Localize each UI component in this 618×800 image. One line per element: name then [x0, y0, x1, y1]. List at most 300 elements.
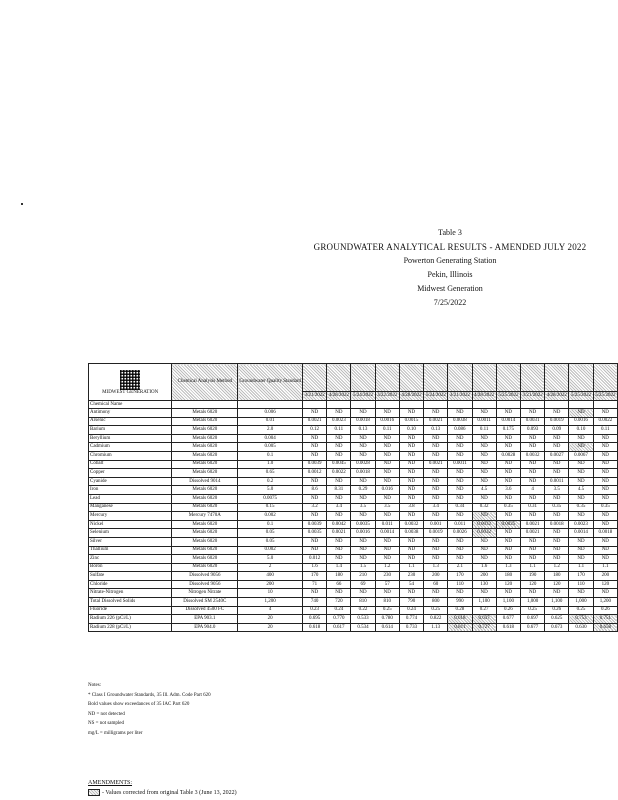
result-value: 0.0067 — [569, 451, 593, 460]
result-value: 0.637 — [472, 615, 496, 624]
result-value: 0.0023 — [569, 520, 593, 529]
blank-header-cell — [375, 401, 399, 409]
result-value: ND — [351, 451, 375, 460]
blank-header-cell — [448, 401, 472, 409]
result-value: ND — [472, 546, 496, 555]
well-group-header — [496, 364, 520, 392]
result-value: ND — [593, 434, 617, 443]
table-row — [89, 555, 618, 564]
result-value: ND — [496, 512, 520, 521]
result-value: 0.35 — [569, 503, 593, 512]
result-value: 0.658 — [593, 623, 617, 632]
result-value: ND — [593, 512, 617, 521]
result-value: 0.0011 — [545, 477, 569, 486]
sample-date: 4/28/2022 — [327, 392, 351, 401]
sample-date: 3/21/2022 — [448, 392, 472, 401]
result-value: ND — [569, 434, 593, 443]
result-value: ND — [545, 589, 569, 598]
standard-value: 2.0 — [238, 426, 303, 435]
analysis-method: Metals 6020 — [172, 434, 238, 443]
analysis-method: Metals 6020 — [172, 469, 238, 478]
result-value: ND — [424, 409, 448, 418]
result-value: 0.618 — [448, 615, 472, 624]
result-value: ND — [375, 555, 399, 564]
result-value: 0.25 — [520, 606, 544, 615]
result-value: 0.11 — [327, 426, 351, 435]
result-value: ND — [351, 443, 375, 452]
analysis-method: Metals 6020 — [172, 451, 238, 460]
sample-date: 5/25/2022 — [593, 392, 617, 401]
result-value: ND — [327, 546, 351, 555]
result-value: ND — [593, 477, 617, 486]
result-value: 0.22 — [351, 606, 375, 615]
analysis-method: Metals 6020 — [172, 443, 238, 452]
standard-value: 20 — [238, 615, 303, 624]
result-value: ND — [351, 434, 375, 443]
page-title: GROUNDWATER ANALYTICAL RESULTS - AMENDED JULY 2022 — [313, 242, 587, 252]
result-value: 0.673 — [545, 623, 569, 632]
result-value: 0.0021 — [424, 460, 448, 469]
result-value: 0.0026 — [448, 529, 472, 538]
result-value: 0.697 — [520, 615, 544, 624]
result-value: 0.677 — [520, 623, 544, 632]
result-value: ND — [303, 512, 327, 521]
result-value: ND — [303, 434, 327, 443]
standard-value: 0.05 — [238, 537, 303, 546]
result-value: 0.0016 — [351, 529, 375, 538]
column-header-chemical: Chemical Name — [89, 401, 172, 409]
result-value: ND — [424, 546, 448, 555]
result-value: 0.001 — [424, 520, 448, 529]
result-value: 0.0022 — [327, 469, 351, 478]
result-value: 0.25 — [424, 606, 448, 615]
result-value: ND — [399, 460, 423, 469]
chemical-name: Cobalt — [89, 460, 172, 469]
well-group-header — [593, 364, 617, 392]
result-value: 0.29 — [351, 486, 375, 495]
result-value: 170 — [303, 572, 327, 581]
result-value: 0.822 — [424, 615, 448, 624]
result-value: ND — [520, 589, 544, 598]
result-value: ND — [569, 589, 593, 598]
result-value: ND — [399, 512, 423, 521]
result-value: ND — [399, 589, 423, 598]
result-value: ND — [448, 589, 472, 598]
result-value: ND — [545, 434, 569, 443]
sample-date: 4/28/2022 — [472, 392, 496, 401]
result-value: ND — [472, 477, 496, 486]
result-value: ND — [545, 537, 569, 546]
standard-value: 400 — [238, 572, 303, 581]
result-value: ND — [424, 486, 448, 495]
chemical-name: Thallium — [89, 546, 172, 555]
result-value: 3.2 — [303, 503, 327, 512]
result-value: ND — [303, 589, 327, 598]
analysis-method: Metals 6020 — [172, 563, 238, 572]
result-value: 180 — [496, 572, 520, 581]
result-value: 0.34 — [448, 503, 472, 512]
result-value: ND — [520, 537, 544, 546]
result-value: 0.0021 — [303, 417, 327, 426]
table-row — [89, 451, 618, 460]
result-value: 0.26 — [545, 606, 569, 615]
result-value: ND — [424, 494, 448, 503]
result-value: 0.0015 — [399, 417, 423, 426]
amendments-section — [88, 778, 237, 798]
standard-value: 4 — [238, 606, 303, 615]
result-value: 0.25 — [375, 606, 399, 615]
result-value: 0.774 — [399, 615, 423, 624]
result-value: 0.12 — [303, 426, 327, 435]
result-value: 3.4 — [327, 503, 351, 512]
chemical-name: Manganese — [89, 503, 172, 512]
result-value: ND — [375, 546, 399, 555]
table-number: Table 3 — [438, 228, 462, 237]
table-row — [89, 409, 618, 418]
result-value: 1.1 — [569, 563, 593, 572]
chemical-name: Radium 228 (pCi/L) — [89, 623, 172, 632]
midwest-generation-logo-icon — [120, 370, 140, 390]
standard-value: 0.1 — [238, 451, 303, 460]
column-header-method: Chemical Analysis Method — [172, 364, 238, 401]
result-value: 0.0014 — [569, 529, 593, 538]
analysis-method: EPA 903.1 — [172, 615, 238, 624]
result-value: ND — [424, 555, 448, 564]
result-value: 170 — [569, 572, 593, 581]
result-value: ND — [375, 512, 399, 521]
well-group-header — [303, 364, 327, 392]
result-value: ND — [351, 537, 375, 546]
result-value: ND — [520, 434, 544, 443]
result-value: ND — [424, 589, 448, 598]
result-value: 1,100 — [545, 598, 569, 607]
result-value: 0.0014 — [496, 417, 520, 426]
result-value: 200 — [593, 572, 617, 581]
standard-value: 5.0 — [238, 555, 303, 564]
result-value: ND — [303, 409, 327, 418]
result-value: 0.086 — [448, 426, 472, 435]
result-value: ND — [545, 494, 569, 503]
well-group-header — [327, 364, 351, 392]
result-value: ND — [375, 451, 399, 460]
result-value: 0.0028 — [351, 460, 375, 469]
analysis-method: Metals 6020 — [172, 546, 238, 555]
blank-header-cell — [496, 401, 520, 409]
chemical-name: Beryllium — [89, 434, 172, 443]
result-value: ND — [351, 477, 375, 486]
result-value: 0.0016 — [569, 417, 593, 426]
result-value: 120 — [496, 580, 520, 589]
result-value: ND — [472, 409, 496, 418]
table-row — [89, 572, 618, 581]
result-value: 0.0018 — [545, 520, 569, 529]
table-row — [89, 434, 618, 443]
result-value: ND — [472, 494, 496, 503]
result-value: 0.011 — [448, 520, 472, 529]
chemical-name: Selenium — [89, 529, 172, 538]
result-value: 120 — [520, 580, 544, 589]
result-value: 4.5 — [569, 486, 593, 495]
result-value: 0.175 — [496, 426, 520, 435]
result-value: ND — [375, 434, 399, 443]
result-value: ND — [399, 451, 423, 460]
result-value: 1,000 — [520, 598, 544, 607]
site-location: Pekin, Illinois — [427, 270, 473, 279]
analysis-method: Metals 6020 — [172, 520, 238, 529]
result-value: 0.0045 — [327, 460, 351, 469]
amendment-item — [88, 788, 237, 798]
result-value: 120 — [545, 580, 569, 589]
result-value: ND — [593, 537, 617, 546]
result-value: 1.1 — [399, 563, 423, 572]
result-value: 200 — [424, 572, 448, 581]
chemical-name: Copper — [89, 469, 172, 478]
result-value: ND — [399, 469, 423, 478]
result-value: 210 — [351, 572, 375, 581]
result-value: 71 — [303, 580, 327, 589]
chemical-name: Lead — [89, 494, 172, 503]
result-value: ND — [496, 443, 520, 452]
result-value: 0.0025 — [496, 520, 520, 529]
result-value: ND — [327, 409, 351, 418]
result-value: ND — [593, 486, 617, 495]
table-row — [89, 589, 618, 598]
result-value: ND — [351, 512, 375, 521]
chemical-name: Radium 226 (pCi/L) — [89, 615, 172, 624]
result-value: 0.11 — [375, 426, 399, 435]
result-value: ND — [399, 555, 423, 564]
amendments-heading: AMENDMENTS: — [88, 780, 133, 786]
result-value: ND — [593, 546, 617, 555]
sample-date: 5/24/2022 — [424, 392, 448, 401]
chemical-name: Nitrate-Nitrogen — [89, 589, 172, 598]
result-value: 990 — [448, 598, 472, 607]
result-value: 0.32 — [472, 503, 496, 512]
result-value: ND — [520, 555, 544, 564]
result-value: 0.751 — [593, 615, 617, 624]
result-value: ND — [496, 546, 520, 555]
result-value: ND — [472, 512, 496, 521]
result-value: 0.0038 — [399, 529, 423, 538]
column-header-standard: Groundwater Quality Standard — [238, 364, 303, 401]
note-line: * Class I Groundwater Standards, 35 Ill. Adm. Code Part 620 — [88, 692, 211, 698]
result-value: 170 — [448, 572, 472, 581]
standard-value: 0.0075 — [238, 494, 303, 503]
analysis-method: Metals 6020 — [172, 555, 238, 564]
result-value: ND — [448, 486, 472, 495]
result-value: ND — [545, 460, 569, 469]
standard-value: 0.1 — [238, 520, 303, 529]
result-value: ND — [448, 451, 472, 460]
table-row — [89, 503, 618, 512]
result-value: 8.31 — [327, 486, 351, 495]
analysis-method: Mercury 7470A — [172, 512, 238, 521]
result-value: ND — [424, 477, 448, 486]
result-value: ND — [448, 512, 472, 521]
result-value: ND — [327, 589, 351, 598]
blank-header-cell — [593, 401, 617, 409]
sample-date: 3/21/2022 — [520, 392, 544, 401]
result-value: ND — [496, 469, 520, 478]
table-row — [89, 494, 618, 503]
result-value: 800 — [424, 598, 448, 607]
result-value: 0.31 — [520, 503, 544, 512]
result-value: 66 — [327, 580, 351, 589]
chemical-name: Boron — [89, 563, 172, 572]
well-group-header — [472, 364, 496, 392]
well-group-header — [545, 364, 569, 392]
table-row — [89, 477, 618, 486]
chemical-name: Mercury — [89, 512, 172, 521]
result-value: ND — [303, 443, 327, 452]
standard-value: 0.2 — [238, 477, 303, 486]
result-value: 110 — [569, 580, 593, 589]
result-value: 3.4 — [424, 503, 448, 512]
result-value: 0.0011 — [448, 460, 472, 469]
logo-label: MIDWEST GENERATION — [102, 390, 159, 395]
well-group-header — [399, 364, 423, 392]
result-value: 57 — [375, 580, 399, 589]
analysis-method: Metals 6020 — [172, 460, 238, 469]
note-line: Notes: — [88, 683, 102, 688]
blank-header-cell — [520, 401, 544, 409]
result-value: 0.35 — [496, 503, 520, 512]
result-value: 120 — [593, 580, 617, 589]
result-value: 0.0023 — [327, 417, 351, 426]
result-value: ND — [472, 434, 496, 443]
result-value: 230 — [375, 572, 399, 581]
result-value: 0.09 — [545, 426, 569, 435]
result-value: ND — [424, 443, 448, 452]
result-value: 0.13 — [424, 426, 448, 435]
result-value: 3.8 — [399, 503, 423, 512]
result-value: 130 — [472, 580, 496, 589]
chemical-name: Antimony — [89, 409, 172, 418]
result-value: 1,100 — [472, 598, 496, 607]
result-value: ND — [448, 434, 472, 443]
well-group-header — [520, 364, 544, 392]
analysis-method: Dissolved 4500 FC — [172, 606, 238, 615]
result-value: ND — [303, 546, 327, 555]
analysis-method: Metals 6020 — [172, 494, 238, 503]
result-value: 0.0011 — [472, 417, 496, 426]
standard-value: 1.0 — [238, 460, 303, 469]
result-value: 60 — [424, 580, 448, 589]
analysis-method: Dissolved 9056 — [172, 580, 238, 589]
result-value: ND — [593, 520, 617, 529]
result-value: ND — [375, 537, 399, 546]
result-value: 0.0014 — [375, 529, 399, 538]
blank-header-cell — [238, 401, 303, 409]
table-row — [89, 469, 618, 478]
sample-date: 5/25/2022 — [569, 392, 593, 401]
result-value: ND — [424, 434, 448, 443]
result-value: 0.0019 — [545, 417, 569, 426]
result-value: 54 — [399, 580, 423, 589]
result-value: 0.26 — [593, 606, 617, 615]
result-value: ND — [448, 494, 472, 503]
table-row — [89, 426, 618, 435]
result-value: ND — [375, 443, 399, 452]
table-row — [89, 537, 618, 546]
result-value: ND — [375, 589, 399, 598]
result-value: 0.10 — [569, 426, 593, 435]
blank-header-cell — [424, 401, 448, 409]
standard-value: 2 — [238, 563, 303, 572]
result-value: 0.0021 — [424, 417, 448, 426]
result-value: ND — [569, 469, 593, 478]
hatch-legend-swatch — [88, 789, 100, 796]
result-value: ND — [375, 460, 399, 469]
result-value: 0.0021 — [327, 529, 351, 538]
result-value: 0.012 — [303, 555, 327, 564]
result-value: 230 — [399, 572, 423, 581]
result-value: ND — [593, 494, 617, 503]
result-value: ND — [351, 589, 375, 598]
result-value: ND — [593, 409, 617, 418]
chemical-name: Barium — [89, 426, 172, 435]
result-value: 1,000 — [569, 598, 593, 607]
well-group-header — [375, 364, 399, 392]
result-value: 0.770 — [327, 615, 351, 624]
result-value: ND — [472, 537, 496, 546]
result-value: 810 — [351, 598, 375, 607]
result-value: 0.695 — [303, 615, 327, 624]
result-value: ND — [545, 469, 569, 478]
analysis-method: Metals 6020 — [172, 426, 238, 435]
result-value: ND — [399, 443, 423, 452]
result-value: ND — [303, 451, 327, 460]
table-row — [89, 529, 618, 538]
standard-value: 1,200 — [238, 598, 303, 607]
result-value: 0.24 — [327, 606, 351, 615]
result-value: ND — [520, 546, 544, 555]
chemical-name: Nickel — [89, 520, 172, 529]
result-value: ND — [520, 443, 544, 452]
result-value: 790 — [399, 598, 423, 607]
result-value: ND — [303, 477, 327, 486]
result-value: ND — [593, 443, 617, 452]
result-value: 0.28 — [448, 606, 472, 615]
result-value: ND — [399, 494, 423, 503]
note-line: mg/L = milligrams per liter — [88, 730, 143, 736]
results-table — [88, 363, 618, 632]
result-value: 1.13 — [424, 623, 448, 632]
result-value: 0.26 — [496, 606, 520, 615]
table-notes — [88, 681, 211, 739]
result-value: 0.733 — [399, 623, 423, 632]
result-value: ND — [424, 512, 448, 521]
result-value: 1.2 — [545, 563, 569, 572]
result-value: ND — [448, 555, 472, 564]
result-value: 200 — [472, 572, 496, 581]
chemical-name: Total Dissolved Solids — [89, 598, 172, 607]
result-value: 69 — [351, 580, 375, 589]
sample-date: 4/28/2022 — [399, 392, 423, 401]
result-value: 0.093 — [520, 426, 544, 435]
result-value: ND — [327, 537, 351, 546]
result-value: 1,100 — [496, 598, 520, 607]
standard-value: 10 — [238, 589, 303, 598]
standard-value: 0.004 — [238, 434, 303, 443]
result-value: 1.6 — [472, 563, 496, 572]
result-value: ND — [448, 409, 472, 418]
standard-value: 5.0 — [238, 486, 303, 495]
result-value: 0.0021 — [520, 529, 544, 538]
result-value: ND — [472, 555, 496, 564]
analysis-method: Metals 6020 — [172, 417, 238, 426]
result-value: ND — [593, 460, 617, 469]
